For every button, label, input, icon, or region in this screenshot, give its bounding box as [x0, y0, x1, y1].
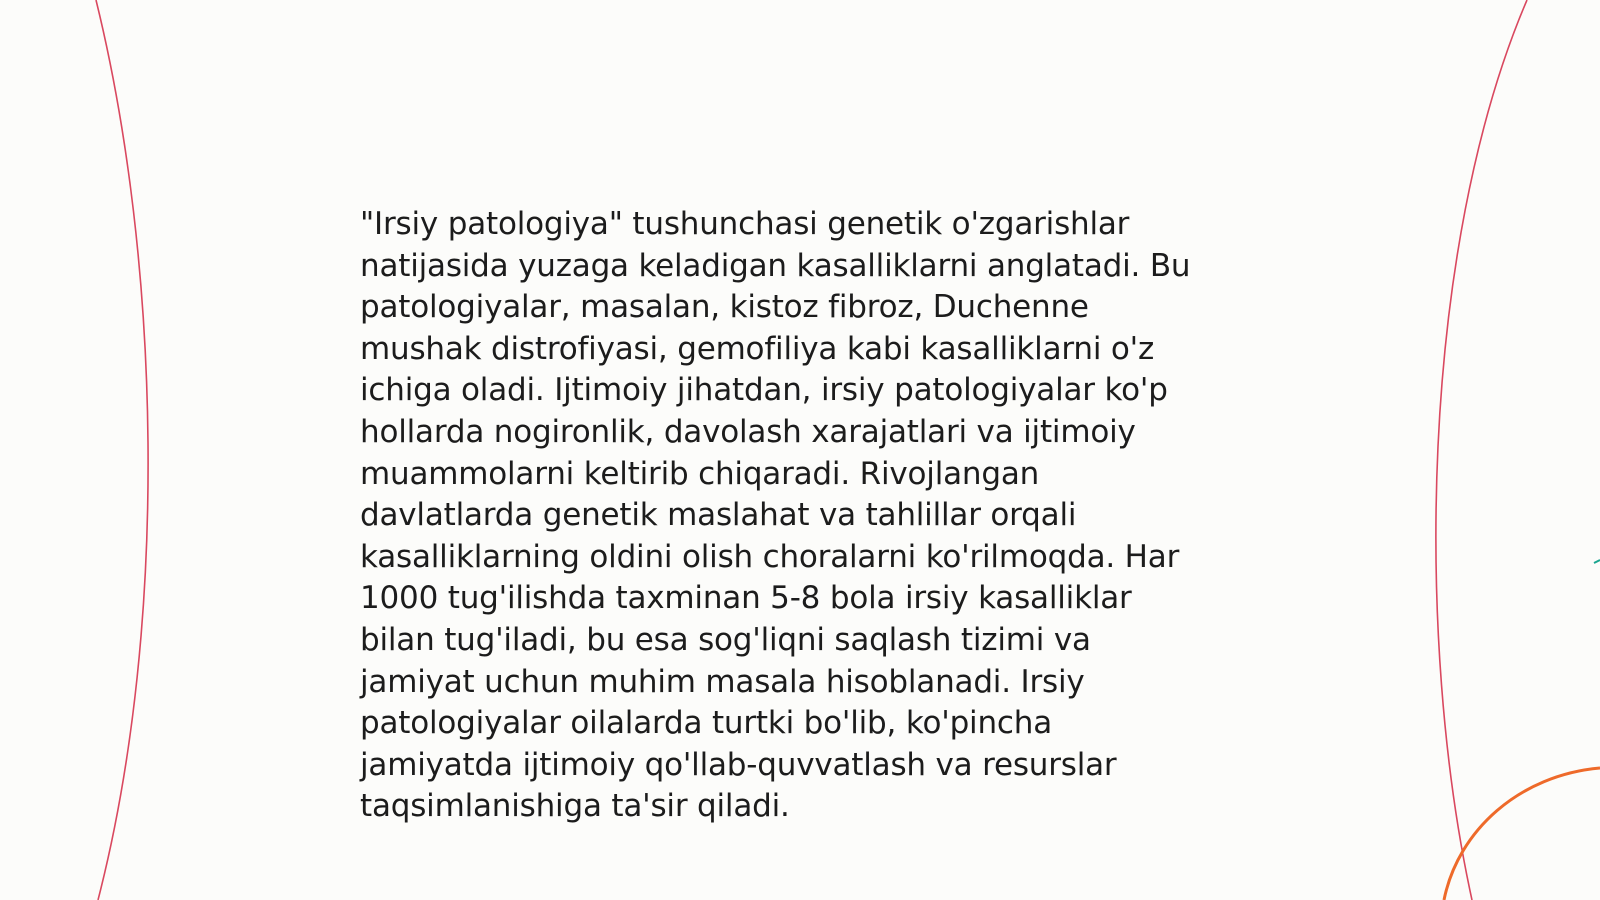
paragraph-line: jamiyatda ijtimoiy qo'llab-quvvatlash va resurslar	[360, 746, 1117, 783]
paragraph-line: 1000 tug'ilishda taxminan 5-8 bola irsiy kasalliklar	[360, 580, 1132, 617]
body-paragraph	[360, 204, 1240, 828]
paragraph-line: taqsimlanishiga ta'sir qiladi.	[360, 788, 790, 825]
teal-accent-mark	[1594, 560, 1600, 563]
paragraph-line: "Irsiy patologiya" tushunchasi genetik o'zgarishlar	[360, 206, 1130, 242]
paragraph-line: davlatlarda genetik maslahat va tahlillar orqali	[360, 497, 1077, 534]
paragraph-line: patologiyalar, masalan, kistoz fibroz, Duchenne	[360, 289, 1089, 326]
paragraph-line: bilan tug'iladi, bu esa sog'liqni saqlash tizimi va	[360, 621, 1091, 658]
paragraph-line: mushak distrofiyasi, gemofiliya kabi kasalliklarni o'z	[360, 330, 1155, 367]
paragraph-line: muammolarni keltirib chiqaradi. Rivojlangan	[360, 455, 1040, 492]
paragraph-line: jamiyat uchun muhim masala hisoblanadi. Irsiy	[360, 663, 1085, 700]
paragraph-line: ichiga oladi. Ijtimoiy jihatdan, irsiy patologiyalar ko'p	[360, 372, 1168, 409]
paragraph-line: kasalliklarning oldini olish choralarni ko'rilmoqda. Har	[360, 538, 1180, 575]
paragraph-line: natijasida yuzaga keladigan kasalliklarni anglatadi. Bu	[360, 247, 1191, 284]
left-curve-line	[96, 0, 148, 900]
paragraph-line: patologiyalar oilalarda turtki bo'lib, ko'pincha	[360, 705, 1053, 742]
right-curve-line	[1436, 0, 1527, 900]
paragraph-line: hollarda nogironlik, davolash xarajatlari va ijtimoiy	[360, 413, 1136, 450]
